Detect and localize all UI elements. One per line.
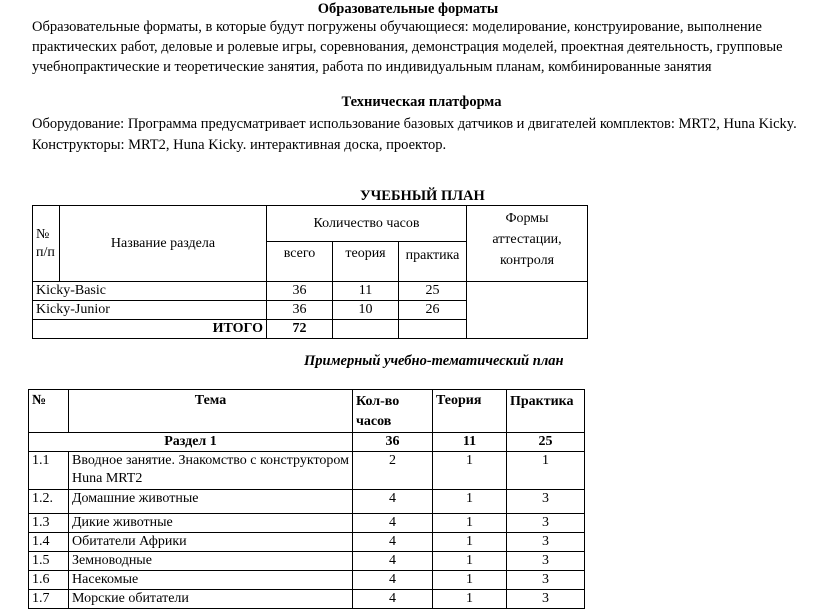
curriculum-col-name: Название раздела [60,206,267,282]
curriculum-total-label: ИТОГО [33,320,267,339]
thematic-row-topic: Морские обитатели [69,590,353,609]
thematic-row-topic: Домашние животные [69,490,353,514]
thematic-row-topic: Насекомые [69,571,353,590]
curriculum-row-theory: 11 [333,282,399,301]
thematic-section-label: Раздел 1 [29,433,353,452]
thematic-row-num: 1.3 [29,514,69,533]
thematic-row-num: 1.2. [29,490,69,514]
thematic-row-hours: 2 [353,452,433,490]
thematic-row-num: 1.4 [29,533,69,552]
curriculum-row-theory: 10 [333,301,399,320]
curriculum-row-total: 36 [267,301,333,320]
curriculum-table [32,205,588,339]
thematic-col-num: № [29,390,69,433]
curriculum-col-forms: Формы аттестации, контроля [467,206,588,282]
thematic-row-theory: 1 [433,533,507,552]
thematic-col-topic: Тема [69,390,353,433]
thematic-row-theory: 1 [433,452,507,490]
thematic-section-theory: 11 [433,433,507,452]
table-row [29,433,585,452]
thematic-row-hours: 4 [353,514,433,533]
thematic-section-practice: 25 [507,433,585,452]
thematic-row-practice: 3 [507,552,585,571]
curriculum-col-total: всего [267,242,333,282]
thematic-row-theory: 1 [433,571,507,590]
thematic-row-topic: Земноводные [69,552,353,571]
curriculum-forms-cell [467,282,588,339]
table-row [29,452,585,490]
thematic-table [28,389,585,609]
empty-cell [399,320,467,339]
thematic-row-theory: 1 [433,514,507,533]
formats-heading: Образовательные форматы [317,1,499,17]
thematic-row-hours: 4 [353,552,433,571]
table-row [29,533,585,552]
curriculum-heading: УЧЕБНЫЙ ПЛАН [360,188,485,204]
thematic-row-hours: 4 [353,590,433,609]
thematic-row-practice: 3 [507,490,585,514]
thematic-row-hours: 4 [353,533,433,552]
thematic-col-hours: Кол-во часов [353,390,433,433]
curriculum-row-practice: 26 [399,301,467,320]
table-row [29,571,585,590]
curriculum-col-theory: теория [333,242,399,282]
table-row [33,282,588,301]
thematic-row-theory: 1 [433,552,507,571]
thematic-row-num: 1.5 [29,552,69,571]
curriculum-col-num: № п/п [33,206,60,282]
platform-equipment: Оборудование: Программа предусматривает использование базовых датчиков и двигателей комплектов: MRT2, Huna Kicky. [32,116,797,132]
thematic-row-topic: Обитатели Африки [69,533,353,552]
thematic-row-hours: 4 [353,571,433,590]
table-row [29,590,585,609]
thematic-col-practice: Практика [507,390,585,433]
thematic-row-topic: Дикие животные [69,514,353,533]
formats-text: Образовательные форматы, в которые будут погружены обучающиеся: моделирование, конструирование, выполнение практических работ, деловые и ролевые игры, соревнования, демонстрация моделей, проектная деятельность, групповые учебнопрактические и теоретические занятия, работа по индивидуальным планам, комбинированные занятия [32,19,783,75]
thematic-row-hours: 4 [353,490,433,514]
curriculum-col-hours: Количество часов [267,206,467,242]
thematic-section-hours: 36 [353,433,433,452]
table-row [29,514,585,533]
thematic-row-practice: 3 [507,514,585,533]
platform-constructors: Конструкторы: MRT2, Huna Kicky. интерактивная доска, проектор. [32,137,447,153]
curriculum-col-practice: практика [399,242,467,282]
thematic-row-theory: 1 [433,590,507,609]
thematic-col-theory: Теория [433,390,507,433]
thematic-row-practice: 3 [507,571,585,590]
thematic-heading: Примерный учебно-тематический план [304,353,564,369]
curriculum-total-value: 72 [267,320,333,339]
table-row [29,490,585,514]
curriculum-row-total: 36 [267,282,333,301]
table-row [29,552,585,571]
curriculum-row-name: Kicky-Basic [33,282,267,301]
thematic-row-topic: Вводное занятие. Знакомство с конструктором Huna MRT2 [69,452,353,490]
thematic-row-practice: 3 [507,533,585,552]
platform-heading: Техническая платформа [341,94,502,110]
thematic-row-practice: 3 [507,590,585,609]
curriculum-row-practice: 25 [399,282,467,301]
thematic-row-num: 1.7 [29,590,69,609]
thematic-row-num: 1.1 [29,452,69,490]
thematic-row-theory: 1 [433,490,507,514]
empty-cell [333,320,399,339]
thematic-row-num: 1.6 [29,571,69,590]
curriculum-row-name: Kicky-Junior [33,301,267,320]
thematic-row-practice: 1 [507,452,585,490]
